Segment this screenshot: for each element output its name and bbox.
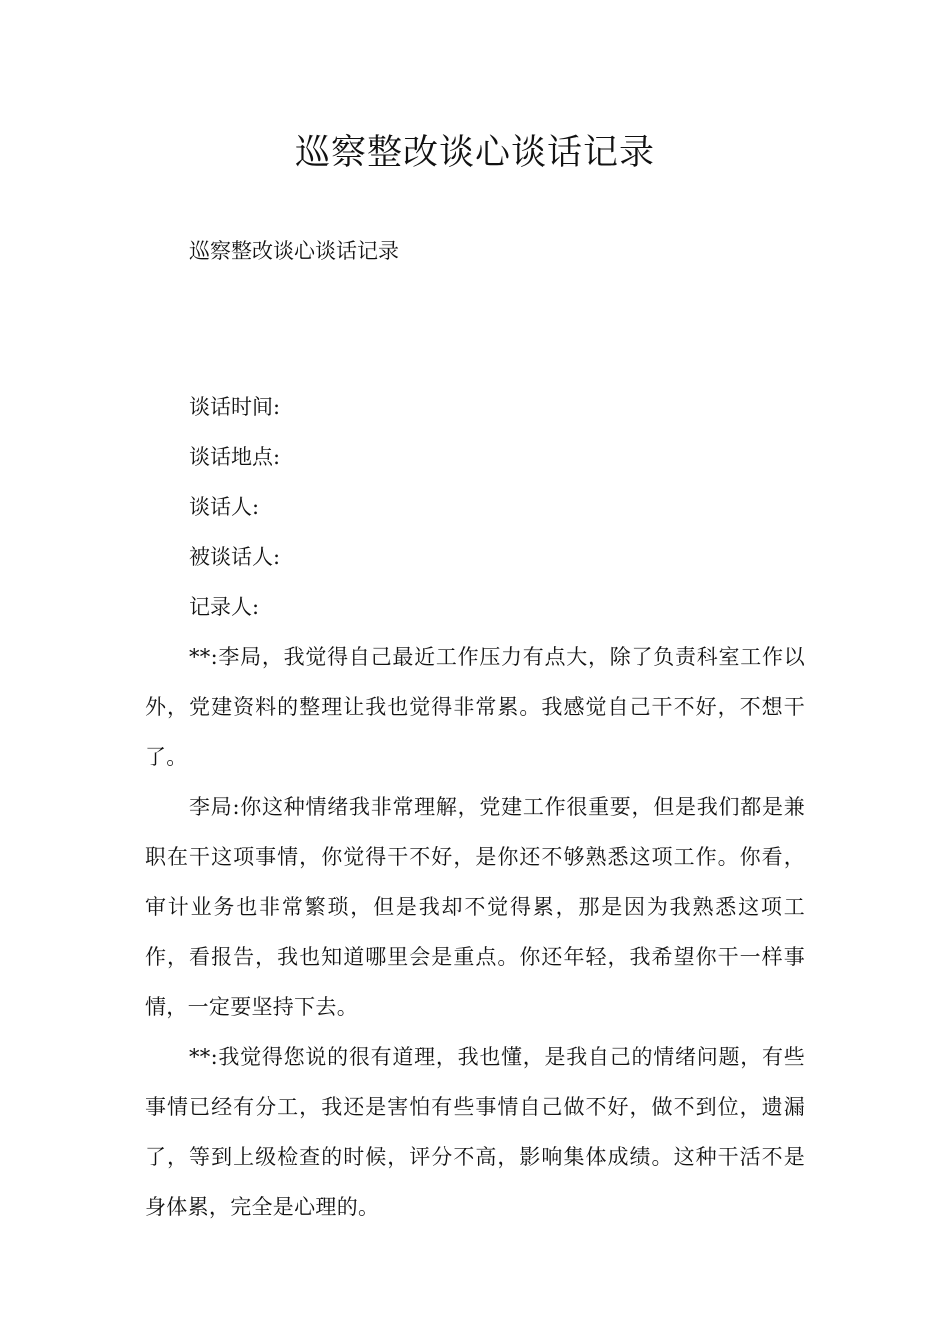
field-location: 谈话地点: — [189, 445, 281, 469]
field-interviewer: 谈话人: — [189, 495, 260, 519]
record-fields — [189, 382, 809, 632]
field-interviewee: 被谈话人: — [189, 545, 281, 569]
field-time: 谈话时间: — [189, 395, 281, 419]
page-title: 巡察整改谈心谈话记录 — [294, 133, 655, 173]
paragraph: **:李局，我觉得自己最近工作压力有点大，除了负责科室工作以外，党建资料的整理让我也觉得非常累。我感觉自己干不好，不想干了。 — [145, 645, 805, 769]
field-recorder: 记录人: — [189, 595, 260, 619]
document-subtitle: 巡察整改谈心谈话记录 — [189, 239, 399, 263]
conversation-body — [145, 632, 805, 1232]
paragraph: **:我觉得您说的很有道理，我也懂，是我自己的情绪问题，有些事情已经有分工，我还是害怕有些事情自己做不好，做不到位，遗漏了，等到上级检查的时候，评分不高，影响集体成绩。这种干活不是身体累，完全是心理的。 — [145, 1045, 805, 1219]
paragraph: 李局:你这种情绪我非常理解，党建工作很重要，但是我们都是兼职在干这项事情，你觉得干不好，是你还不够熟悉这项工作。你看，审计业务也非常繁琐，但是我却不觉得累，那是因为我熟悉这项工作，看报告，我也知道哪里会是重点。你还年轻，我希望你干一样事情，一定要坚持下去。 — [145, 795, 805, 1019]
